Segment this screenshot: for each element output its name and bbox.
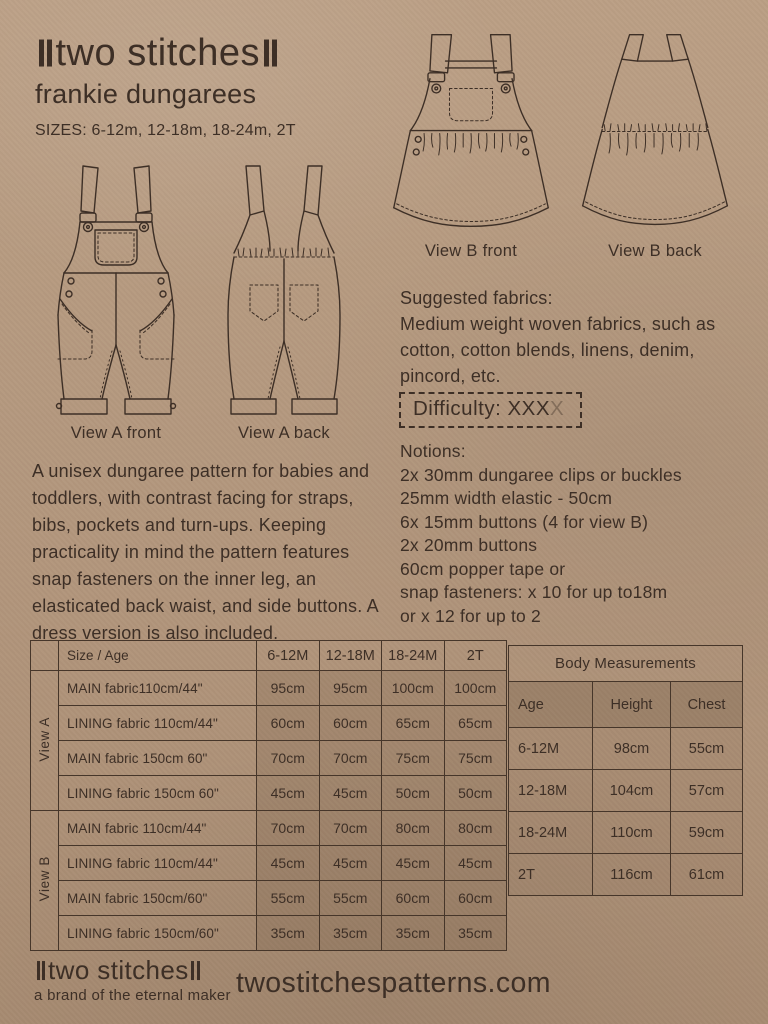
height-col-header: Height (593, 682, 671, 728)
header (35, 32, 296, 140)
table-row (31, 881, 507, 916)
table-row (509, 854, 743, 896)
notions-item: snap fasteners: x 10 for up to18m (400, 582, 668, 602)
notions-item: 25mm width elastic - 50cm (400, 488, 613, 508)
table-header-row (31, 641, 507, 671)
age-col-header: Age (509, 682, 593, 728)
pattern-description: A unisex dungaree pattern for babies and toddlers, with contrast facing for straps, bibs, pockets and turn-ups. Keeping practicality in mind the pattern features snap fasteners on the inner leg, an elasticated back waist, and side buttons. A dress version is also included. (32, 461, 378, 643)
footer-website: twostitchespatterns.com (236, 967, 551, 999)
size-age-header: Size / Age (59, 641, 257, 671)
fabric-row-label: LINING fabric 150cm/60" (59, 916, 257, 951)
table-row (31, 671, 507, 706)
fabric-value: 45cm (319, 846, 382, 881)
fabric-value: 70cm (257, 811, 320, 846)
height-cell: 104cm (593, 770, 671, 812)
view-a-front-label: View A front (70, 424, 162, 442)
size-col-header: 6-12M (257, 641, 320, 671)
corner-cell (31, 641, 59, 671)
view-a-back-drawing (204, 163, 364, 418)
age-cell: 6-12M (509, 728, 593, 770)
fabric-value: 60cm (319, 706, 382, 741)
view-b-rotated-label: View B (36, 856, 52, 902)
sizes-line: SIZES: 6-12m, 12-18m, 18-24m, 2T (35, 122, 296, 139)
table-row (31, 741, 507, 776)
chest-cell: 59cm (671, 812, 743, 854)
fabric-value: 100cm (444, 671, 507, 706)
fabric-value: 60cm (257, 706, 320, 741)
table-row (31, 846, 507, 881)
difficulty-section (399, 392, 582, 428)
fabric-row-label: MAIN fabric 110cm/44" (59, 811, 257, 846)
fabric-row-label: MAIN fabric 150cm 60" (59, 741, 257, 776)
suggested-fabrics-body: Medium weight woven fabrics, such as cotton, cotton blends, linens, denim, pincord, etc. (400, 314, 716, 386)
size-col-header: 12-18M (319, 641, 382, 671)
view-b-back-drawing (567, 28, 743, 236)
fabric-value: 70cm (319, 741, 382, 776)
logo-bars-icon (191, 961, 200, 980)
fabric-value: 70cm (257, 741, 320, 776)
age-cell: 18-24M (509, 812, 593, 854)
notions-item: or x 12 for up to 2 (400, 605, 541, 626)
fabric-value: 45cm (257, 776, 320, 811)
table-row (31, 776, 507, 811)
fabric-value: 100cm (382, 671, 445, 706)
fabric-value: 50cm (382, 776, 445, 811)
notions-section (400, 440, 760, 628)
height-cell: 110cm (593, 812, 671, 854)
fabric-row-label: LINING fabric 110cm/44" (59, 846, 257, 881)
view-b-front-figure (382, 28, 560, 261)
chest-col-header: Chest (671, 682, 743, 728)
fabric-value: 55cm (257, 881, 320, 916)
difficulty-label: Difficulty: (413, 397, 502, 420)
table-row (31, 916, 507, 951)
fabric-value: 65cm (444, 706, 507, 741)
table-row (31, 706, 507, 741)
body-measurements-title: Body Measurements (509, 646, 743, 682)
difficulty-filled: XXX (507, 397, 551, 420)
brand-name: two stitches (55, 32, 261, 74)
age-cell: 2T (509, 854, 593, 896)
fabric-value: 75cm (382, 741, 445, 776)
notions-item: 6x 15mm buttons (4 for view B) (400, 511, 649, 532)
table-row (509, 770, 743, 812)
logo-bars-icon (264, 39, 277, 66)
logo-bars-icon (39, 39, 52, 66)
fabric-value: 55cm (319, 881, 382, 916)
table-row (509, 812, 743, 854)
fabric-value: 60cm (444, 881, 507, 916)
view-b-back-figure (566, 28, 744, 261)
view-a-back-label: View A back (238, 424, 330, 442)
fabric-row-label: LINING fabric 150cm 60" (59, 776, 257, 811)
notions-item: 2x 30mm dungaree clips or buckles (400, 464, 682, 485)
size-col-header: 2T (444, 641, 507, 671)
fabric-value: 60cm (382, 881, 445, 916)
fabric-value: 95cm (257, 671, 320, 706)
footer-brand-name: two stitches (48, 955, 189, 985)
chest-cell: 55cm (671, 728, 743, 770)
chest-cell: 61cm (671, 854, 743, 896)
fabric-value: 45cm (319, 776, 382, 811)
age-cell: 12-18M (509, 770, 593, 812)
view-a-group-cell (31, 671, 59, 811)
height-cell: 98cm (593, 728, 671, 770)
fabric-value: 50cm (444, 776, 507, 811)
footer-logo (34, 955, 231, 986)
size-col-header: 18-24M (382, 641, 445, 671)
view-a-back-figure (200, 163, 368, 443)
view-a-rotated-label: View A (36, 716, 52, 762)
view-b-group-cell (31, 811, 59, 951)
view-b-back-label: View B back (608, 242, 702, 260)
footer-brand (34, 955, 231, 1004)
fabric-value: 80cm (444, 811, 507, 846)
brand-logo (35, 32, 296, 75)
table-header-row (509, 682, 743, 728)
fabric-value: 65cm (382, 706, 445, 741)
view-b-front-label: View B front (424, 242, 518, 260)
fabric-value: 35cm (319, 916, 382, 951)
notions-item: 60cm popper tape or (400, 558, 566, 579)
difficulty-empty: X (550, 397, 565, 420)
fabric-value: 35cm (444, 916, 507, 951)
fabric-value: 75cm (444, 741, 507, 776)
table-row (31, 811, 507, 846)
view-b-front-drawing (383, 28, 559, 236)
fabric-row-label: LINING fabric 110cm/44" (59, 706, 257, 741)
fabric-value: 80cm (382, 811, 445, 846)
fabric-row-label: MAIN fabric 150cm/60" (59, 881, 257, 916)
fabric-requirements-table (30, 640, 507, 951)
view-a-front-drawing (36, 163, 196, 418)
suggested-fabrics (400, 285, 740, 389)
table-row (509, 728, 743, 770)
notions-item: 2x 20mm buttons (400, 535, 538, 555)
fabric-value: 95cm (319, 671, 382, 706)
pattern-title: frankie dungarees (35, 79, 257, 109)
table-title-row (509, 646, 743, 682)
height-cell: 116cm (593, 854, 671, 896)
fabric-value: 45cm (382, 846, 445, 881)
fabric-value: 45cm (444, 846, 507, 881)
fabric-value: 45cm (257, 846, 320, 881)
fabric-row-label: MAIN fabric110cm/44" (59, 671, 257, 706)
fabric-value: 35cm (382, 916, 445, 951)
logo-bars-icon (37, 961, 46, 980)
difficulty-box (399, 392, 582, 428)
notions-heading: Notions: (400, 441, 466, 461)
view-a-front-figure (32, 163, 200, 443)
fabric-value: 35cm (257, 916, 320, 951)
body-measurements-table (508, 645, 743, 896)
footer-tagline: a brand of the eternal maker (34, 987, 231, 1004)
chest-cell: 57cm (671, 770, 743, 812)
suggested-fabrics-heading: Suggested fabrics: (400, 288, 553, 308)
fabric-value: 70cm (319, 811, 382, 846)
